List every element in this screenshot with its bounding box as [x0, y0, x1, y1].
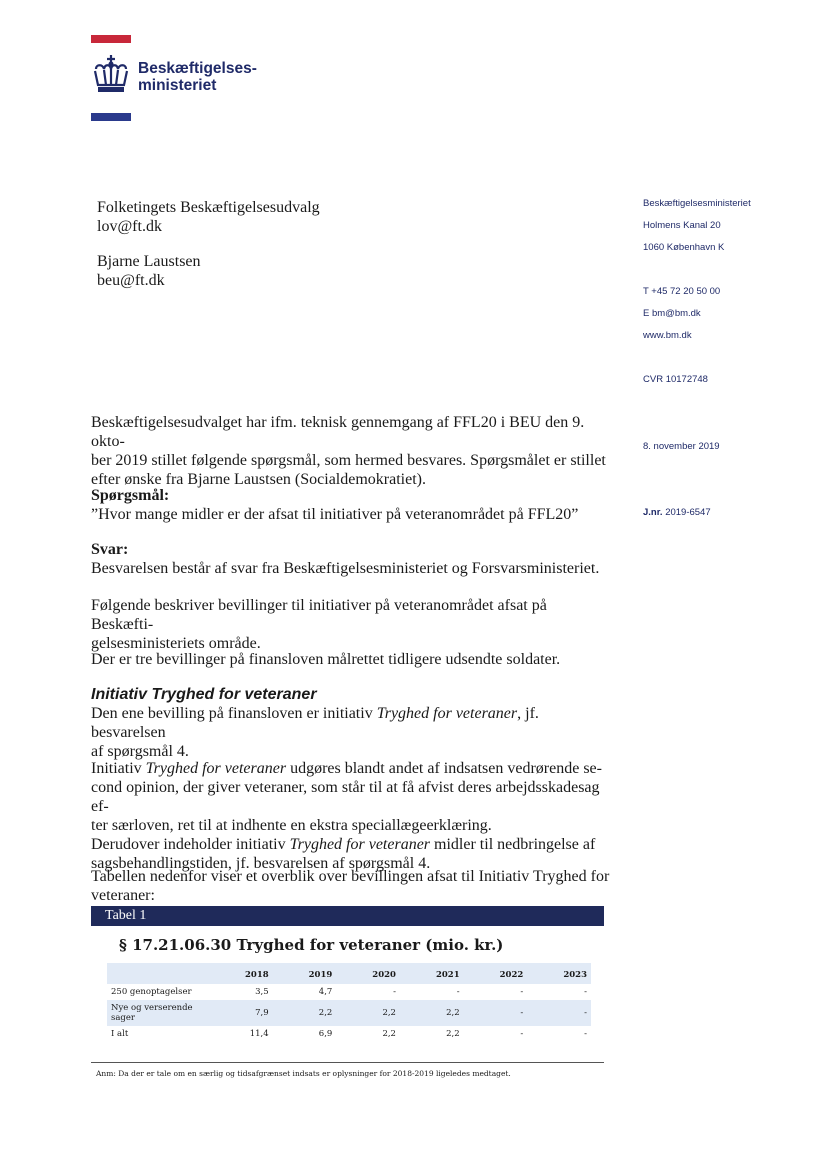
table-cell: 2,2	[273, 1000, 337, 1026]
table-row	[107, 984, 591, 1000]
table-note: Anm: Da der er tale om en særlig og tidsafgrænset indsats er oplysninger for 2018-2019 ligeledes medtaget.	[96, 1069, 511, 1078]
table-cell: 7,9	[209, 1000, 273, 1026]
column-header: 2023	[527, 963, 591, 984]
sender-ministry: Beskæftigelsesministeriet	[643, 198, 751, 209]
table-row	[107, 1000, 591, 1026]
table-cell: -	[393, 987, 396, 997]
emphasis: Tryghed for veteraner	[376, 705, 518, 722]
section-para1-line2: af spørgsmål 4.	[91, 743, 189, 760]
sender-web: www.bm.dk	[643, 330, 692, 341]
appropriation-table	[107, 963, 591, 1042]
section-para1-line1	[91, 704, 611, 742]
paragraph-2: Der er tre bevillinger på finansloven målrettet tidligere udsendte soldater.	[91, 651, 561, 668]
intro-line-3: efter ønske fra Bjarne Laustsen (Socialdemokratiet).	[91, 471, 426, 488]
column-header: 2020	[336, 963, 400, 984]
text-run: udgøres blandt andet af indsatsen vedrørende se-	[286, 760, 602, 777]
para1-line-2: gelsesministeriets område.	[91, 635, 261, 652]
row-label: 250 genoptagelser	[111, 987, 192, 997]
table-label-bar	[91, 906, 604, 926]
table-title: § 17.21.06.30 Tryghed for veteraner (mio. kr.)	[119, 936, 504, 954]
question-block	[91, 486, 611, 524]
journal-value: 2019-6547	[665, 507, 711, 518]
table-cell: 2,2	[400, 1000, 464, 1026]
s2-line-5: sagsbehandlingstiden, jf. besvarelsen af spørgsmål 4.	[91, 855, 431, 872]
emphasis: Tryghed for veteraner	[145, 760, 287, 777]
s2-line-3: ter særloven, ret til at indhente en ekstra speciallægeerklæring.	[91, 817, 492, 834]
ministry-logo-text	[138, 60, 257, 94]
text-run: Den ene bevilling på finansloven er initiativ	[91, 705, 377, 722]
answer-heading: Svar:	[91, 541, 129, 558]
emphasis: Tryghed for veteraner	[289, 836, 431, 853]
section-heading: Initiativ Tryghed for veteraner	[91, 686, 317, 703]
sender-email: E bm@bm.dk	[643, 308, 701, 319]
logo-name-line1: Beskæftigelses-	[138, 60, 257, 77]
answer-text: Besvarelsen består af svar fra Beskæftigelsesministeriet og Forsvarsministeriet.	[91, 560, 600, 577]
table-cell: -	[456, 987, 460, 997]
table-cell: -	[584, 987, 587, 997]
sender-street: Holmens Kanal 20	[643, 220, 721, 231]
column-header: 2022	[464, 963, 528, 984]
sender-city: 1060 København K	[643, 242, 725, 253]
table-header-row	[107, 963, 591, 984]
committee-name: Folketingets Beskæftigelsesudvalg	[97, 199, 320, 216]
s2-line-4	[91, 835, 611, 854]
column-header: 2021	[400, 963, 464, 984]
table-cell: 11,4	[249, 1029, 269, 1039]
text-run: Initiativ	[91, 760, 146, 777]
journal-label: J.nr.	[643, 507, 663, 518]
table-cell: -	[520, 1029, 524, 1039]
crown-icon	[90, 53, 132, 97]
person-name: Bjarne Laustsen	[97, 253, 201, 270]
table-cell: -	[464, 1000, 528, 1026]
table-cell: 6,9	[318, 1029, 333, 1039]
section-para2	[91, 759, 611, 873]
sender-phone: T +45 72 20 50 00	[643, 286, 721, 297]
column-header	[107, 963, 209, 984]
column-header: 2018	[209, 963, 273, 984]
table-cell: 2,2	[382, 1029, 396, 1039]
paragraph-1	[91, 596, 611, 653]
intro-paragraph	[91, 413, 611, 489]
journal-number	[643, 507, 711, 518]
intro-line-1: Beskæftigelsesudvalget har ifm. teknisk gennemgang af FFL20 i BEU den 9. okto-	[91, 414, 585, 450]
letter-date: 8. november 2019	[643, 441, 720, 452]
para1-line-1: Følgende beskriver bevillinger til initiativer på veteranområdet afsat på Beskæfti-	[91, 597, 547, 633]
question-text: ”Hvor mange midler er der afsat til initiativer på veteranområdet på FFL20”	[91, 506, 579, 523]
table-cell: 4,7	[318, 987, 333, 997]
table-label: Tabel 1	[105, 908, 147, 923]
logo-bar-blue	[91, 113, 131, 121]
row-label: Nye og verserende sager	[107, 1000, 209, 1026]
person-email: beu@ft.dk	[97, 272, 165, 289]
intro-line-2: ber 2019 stillet følgende spørgsmål, som hermed besvares. Spørgsmålet er stillet	[91, 452, 606, 469]
s2-line-1	[91, 759, 611, 778]
section-para3	[91, 867, 611, 905]
table-cell: -	[527, 1000, 591, 1026]
recipient-address	[97, 198, 320, 290]
table-cell: 2,2	[446, 1029, 460, 1039]
table-cell: -	[584, 1029, 587, 1039]
s3-line-2: veteraner:	[91, 887, 155, 904]
column-header: 2019	[273, 963, 337, 984]
table-cell: 3,5	[255, 987, 269, 997]
logo-bar-red	[91, 35, 131, 43]
s2-line-2: cond opinion, der giver veteraner, som står til at få afvist deres arbejdsskadesag ef-	[91, 779, 600, 815]
logo-name-line2: ministeriet	[138, 77, 217, 94]
table-cell: 2,2	[336, 1000, 400, 1026]
row-label: I alt	[111, 1029, 129, 1039]
table-bottom-rule	[91, 1062, 604, 1063]
table-cell: -	[520, 987, 524, 997]
answer-block	[91, 540, 611, 578]
s3-line-1: Tabellen nedenfor viser et overblik over bevillingen afsat til Initiativ Tryghed for	[91, 868, 610, 885]
table-row	[107, 1026, 591, 1042]
section-block	[91, 685, 611, 761]
committee-email: lov@ft.dk	[97, 218, 162, 235]
text-run: Derudover indeholder initiativ	[91, 836, 290, 853]
question-heading: Spørgsmål:	[91, 487, 170, 504]
text-run: midler til nedbringelse af	[430, 836, 596, 853]
sender-cvr: CVR 10172748	[643, 374, 708, 385]
text-run: , jf. besvarelsen	[91, 705, 539, 741]
